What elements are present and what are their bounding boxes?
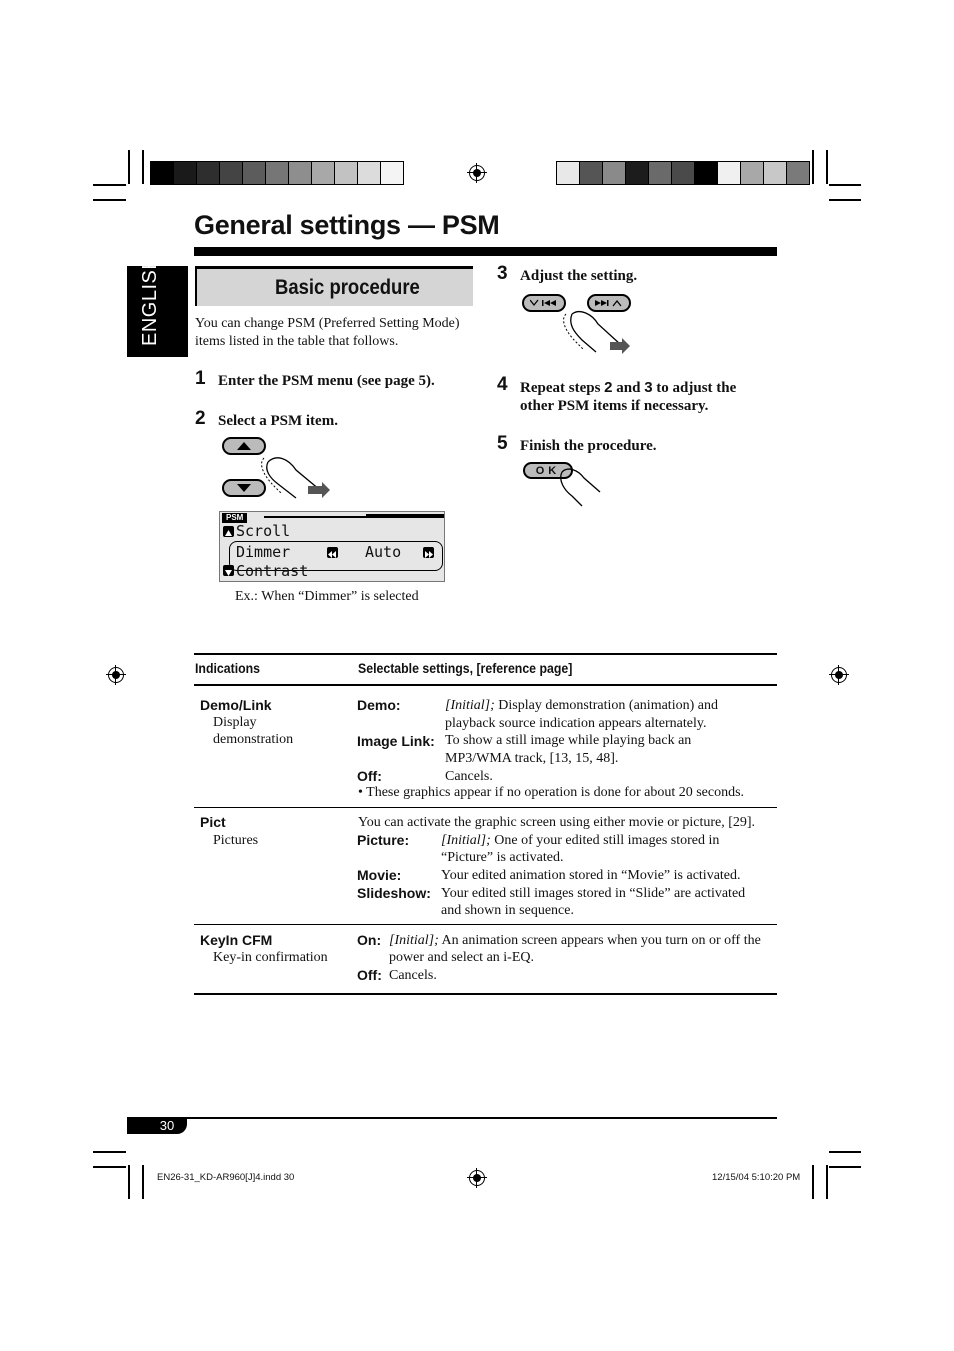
setting-value: and shown in sequence. <box>441 903 574 918</box>
color-swatch <box>557 162 580 184</box>
lcd-row-scroll: Scroll <box>236 522 291 540</box>
crop-mark <box>826 150 828 184</box>
section-heading: Basic procedure <box>275 276 420 299</box>
intro-line-2: items listed in the table that follows. <box>195 334 399 349</box>
setting-value: Your edited still images stored in “Slide” are activated <box>441 886 746 901</box>
color-swatch <box>381 162 403 184</box>
down-skip-back-icon <box>530 299 558 307</box>
page-number: 30 <box>127 1118 187 1134</box>
ok-button[interactable]: OK <box>523 462 573 479</box>
registration-mark-icon <box>469 1170 485 1186</box>
color-swatch <box>266 162 289 184</box>
color-swatch <box>741 162 764 184</box>
setting-intro: You can activate the graphic screen using either movie or picture, [29]. <box>358 815 756 830</box>
color-swatch <box>197 162 220 184</box>
crop-mark <box>93 184 126 186</box>
color-swatch <box>787 162 809 184</box>
crop-mark <box>93 199 126 201</box>
crop-mark <box>128 150 130 184</box>
lcd-caption: Ex.: When “Dimmer” is selected <box>235 589 419 604</box>
psm-tag: PSM <box>222 513 247 523</box>
color-swatch <box>695 162 718 184</box>
setting-key: Movie: <box>357 867 402 883</box>
skip-forward-up-icon <box>595 299 623 307</box>
table-rule <box>194 993 777 995</box>
color-swatch <box>312 162 335 184</box>
table-header-indications: Indications <box>195 660 261 676</box>
lcd-row-contrast: Contrast <box>236 562 309 580</box>
setting-value: Your edited animation stored in “Movie” is activated. <box>441 868 741 883</box>
finger-press-icon <box>556 466 606 508</box>
color-bar-right <box>556 161 810 185</box>
table-rule <box>194 924 777 925</box>
step-number: 5 <box>497 433 508 454</box>
setting-key: Off: <box>357 768 382 784</box>
crop-mark <box>142 1165 144 1199</box>
indication-pict: Pict <box>200 814 226 830</box>
step-text: other PSM items if necessary. <box>520 398 709 414</box>
table-header-settings: Selectable settings, [reference page] <box>358 660 573 676</box>
setting-value: power and select an i-EQ. <box>389 950 534 965</box>
language-tab <box>127 254 188 357</box>
setting-key: Picture: <box>357 832 410 848</box>
setting-value: [Initial]; Display demonstration (animation) and <box>445 698 718 713</box>
crop-mark <box>826 1165 828 1199</box>
step-number: 2 <box>195 408 206 429</box>
footer-filename: EN26-31_KD-AR960[J]4.indd 30 <box>157 1172 295 1183</box>
color-swatch <box>626 162 649 184</box>
color-swatch <box>649 162 672 184</box>
indication-description: demonstration <box>213 732 294 747</box>
registration-mark-icon <box>469 165 485 181</box>
crop-mark <box>93 1151 126 1153</box>
registration-mark-icon <box>831 667 847 683</box>
setting-value: “Picture” is activated. <box>441 850 564 865</box>
setting-value: [Initial]; An animation screen appears when you turn on or off the <box>389 933 761 948</box>
indication-keyin-cfm: KeyIn CFM <box>200 932 273 948</box>
color-swatch <box>220 162 243 184</box>
crop-mark <box>812 150 814 184</box>
step-text: Enter the PSM menu (see page 5). <box>218 373 435 389</box>
setting-value: playback source indication appears alternately. <box>445 716 707 731</box>
crop-mark <box>829 1151 861 1153</box>
up-triangle-icon <box>237 442 251 450</box>
crop-mark <box>93 1166 126 1168</box>
setting-note: • These graphics appear if no operation is done for about 20 seconds. <box>358 785 745 800</box>
language-tab-label: ENGLISH <box>139 254 161 346</box>
step-text: Select a PSM item. <box>218 413 338 429</box>
table-rule <box>194 653 777 655</box>
color-swatch <box>358 162 381 184</box>
title-rule <box>194 247 777 256</box>
step-number: 3 <box>497 263 508 284</box>
setting-value: Cancels. <box>445 769 493 784</box>
color-swatch <box>335 162 358 184</box>
step-number: 1 <box>195 368 206 389</box>
setting-key: Image Link: <box>357 733 435 749</box>
color-swatch <box>764 162 787 184</box>
setting-value: Cancels. <box>389 968 437 983</box>
color-swatch <box>151 162 174 184</box>
crop-mark <box>829 1166 861 1168</box>
lcd-value-auto: Auto <box>365 543 402 561</box>
intro-line-1: You can change PSM (Preferred Setting Mode) <box>195 316 460 331</box>
setting-key: On: <box>357 932 382 948</box>
crop-mark <box>829 199 861 201</box>
finger-press-icon <box>558 308 638 358</box>
step-number: 4 <box>497 374 508 395</box>
color-swatch <box>672 162 695 184</box>
registration-mark-icon <box>108 667 124 683</box>
color-swatch <box>603 162 626 184</box>
color-bar-left <box>150 161 404 185</box>
step-text: Adjust the setting. <box>520 268 638 284</box>
indication-demo-link: Demo/Link <box>200 697 272 713</box>
table-rule <box>194 684 777 686</box>
color-swatch <box>718 162 741 184</box>
setting-value: To show a still image while playing back an <box>445 733 692 748</box>
lcd-display <box>219 511 445 582</box>
color-swatch <box>289 162 312 184</box>
setting-key: Off: <box>357 967 382 983</box>
fast-forward-icon <box>423 547 434 558</box>
table-rule <box>194 807 777 808</box>
up-arrow-icon <box>223 526 234 537</box>
step-text: Repeat steps 2 and 3 to adjust the <box>520 379 737 396</box>
setting-key: Demo: <box>357 697 401 713</box>
color-swatch <box>580 162 603 184</box>
footer-rule <box>127 1117 777 1119</box>
down-triangle-icon <box>237 484 251 492</box>
section-heading-box <box>195 266 473 306</box>
indication-description: Pictures <box>213 833 259 848</box>
color-swatch <box>243 162 266 184</box>
down-arrow-icon <box>223 565 234 576</box>
setting-value: [Initial]; One of your edited still images stored in <box>441 833 720 848</box>
color-swatch <box>174 162 197 184</box>
rewind-icon <box>327 547 338 558</box>
footer-timestamp: 12/15/04 5:10:20 PM <box>712 1172 801 1183</box>
crop-mark <box>142 150 144 184</box>
lcd-row-dimmer: Dimmer <box>236 543 291 561</box>
crop-mark <box>812 1165 814 1199</box>
setting-value: MP3/WMA track, [13, 15, 48]. <box>445 751 619 766</box>
page-title: General settings — PSM <box>194 210 500 240</box>
step-text: Finish the procedure. <box>520 438 657 454</box>
crop-mark <box>128 1165 130 1199</box>
indication-description: Display <box>213 715 257 730</box>
indication-description: Key-in confirmation <box>213 950 328 965</box>
finger-press-icon <box>256 452 336 502</box>
crop-mark <box>829 184 861 186</box>
setting-key: Slideshow: <box>357 885 431 901</box>
